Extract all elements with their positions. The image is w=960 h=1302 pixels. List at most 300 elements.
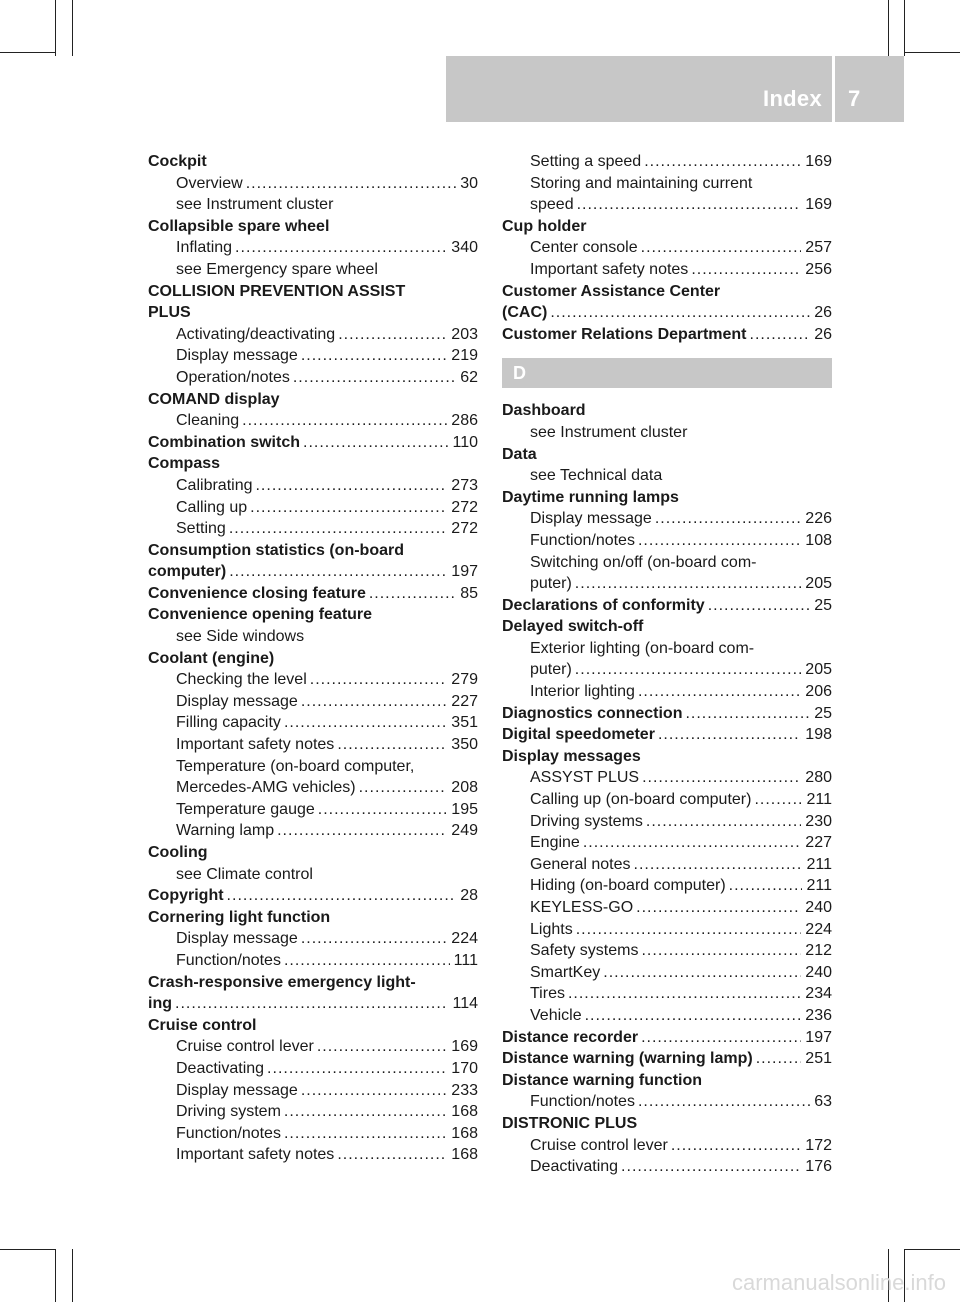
index-entry[interactable] <box>502 703 832 725</box>
entry-label: Crash-responsive emergency light- <box>148 973 416 991</box>
index-entry[interactable] <box>502 324 832 346</box>
entry-label: Inflating <box>176 239 233 257</box>
entry-label: Lights <box>530 920 573 938</box>
dot-leader <box>229 518 447 540</box>
entry-label: Operation/notes <box>176 368 290 386</box>
entry-page-number[interactable]: 212 <box>805 942 832 960</box>
dot-leader <box>575 573 802 595</box>
entry-label: see Side windows <box>176 628 305 646</box>
dot-leader <box>708 595 811 617</box>
dot-leader <box>284 950 450 972</box>
index-entry[interactable] <box>502 746 832 768</box>
index-subentry[interactable] <box>502 897 832 919</box>
header-divider <box>832 56 835 122</box>
entry-page-number[interactable]: 224 <box>451 930 478 948</box>
dot-leader <box>575 659 802 681</box>
entry-label: SmartKey <box>530 963 601 981</box>
index-entry[interactable] <box>502 724 832 746</box>
dot-leader <box>227 885 457 907</box>
entry-label: Function/notes <box>530 1093 635 1111</box>
index-entry[interactable] <box>148 302 478 324</box>
entry-label: Important safety notes <box>176 1146 335 1164</box>
entry-label: Distance warning function <box>502 1071 703 1089</box>
dot-leader <box>337 734 447 756</box>
entry-page-number[interactable]: 240 <box>805 963 832 981</box>
dot-leader <box>641 1027 801 1049</box>
entry-page-number[interactable]: 172 <box>805 1136 832 1154</box>
entry-page-number[interactable]: 169 <box>805 153 832 170</box>
index-subentry[interactable] <box>502 919 832 941</box>
index-subentry[interactable] <box>148 756 478 778</box>
index-subentry[interactable] <box>148 259 478 281</box>
index-column-right <box>502 151 832 1178</box>
index-subentry[interactable] <box>148 777 478 799</box>
entry-label: Switching on/off (on-board com- <box>530 553 757 571</box>
entry-page-number[interactable]: 340 <box>451 239 478 257</box>
entry-label: COMAND display <box>148 390 280 408</box>
dot-leader <box>318 799 448 821</box>
entry-label: Deactivating <box>530 1158 619 1176</box>
entry-label: Exterior lighting (on-board com- <box>530 639 755 657</box>
dot-leader <box>369 583 456 605</box>
entry-page-number[interactable]: 280 <box>805 769 832 787</box>
entry-page-number[interactable]: 63 <box>814 1093 832 1111</box>
entry-page-number[interactable]: 257 <box>805 239 832 257</box>
dot-leader <box>337 1144 447 1166</box>
entry-label: DISTRONIC PLUS <box>502 1114 638 1132</box>
index-subentry[interactable] <box>502 530 832 552</box>
index-subentry[interactable] <box>148 367 478 389</box>
entry-page-number[interactable]: 195 <box>451 800 478 818</box>
index-subentry[interactable] <box>502 1156 832 1178</box>
index-entry[interactable] <box>148 561 478 583</box>
index-subentry[interactable] <box>148 691 478 713</box>
entry-label: Tires <box>530 985 565 1003</box>
index-entry[interactable] <box>502 444 832 466</box>
index-entry[interactable] <box>148 907 478 929</box>
entry-label: Calibrating <box>176 476 253 494</box>
index-subentry[interactable] <box>148 712 478 734</box>
index-subentry[interactable] <box>148 497 478 519</box>
dot-leader <box>583 832 801 854</box>
entry-label: Vehicle <box>530 1006 582 1024</box>
index-entry[interactable] <box>148 583 478 605</box>
crop-mark <box>55 1249 56 1302</box>
index-subentry[interactable] <box>502 151 832 173</box>
index-subentry[interactable] <box>148 518 478 540</box>
index-subentry[interactable] <box>148 237 478 259</box>
index-subentry[interactable] <box>502 962 832 984</box>
index-letter-heading: D <box>502 358 832 388</box>
index-subentry[interactable] <box>502 237 832 259</box>
entry-label: Display message <box>176 930 298 948</box>
entry-page-number[interactable]: 30 <box>460 174 478 192</box>
index-entry[interactable] <box>148 604 478 626</box>
entry-label: Declarations of conformity <box>502 596 705 614</box>
dot-leader <box>301 691 447 713</box>
entry-page-number[interactable]: 168 <box>451 1124 478 1142</box>
dot-leader <box>284 712 447 734</box>
entry-label: (CAC) <box>502 304 548 322</box>
entry-label: Temperature (on-board computer, <box>176 757 415 775</box>
entry-page-number[interactable]: 351 <box>451 714 478 732</box>
entry-label: Cruise control lever <box>176 1038 314 1056</box>
entry-page-number[interactable]: 350 <box>451 736 478 754</box>
index-subentry[interactable] <box>148 1123 478 1145</box>
index-subentry[interactable] <box>502 465 832 487</box>
dot-leader <box>642 767 801 789</box>
entry-page-number[interactable]: 169 <box>805 196 832 214</box>
entry-label: Calling up <box>176 498 248 516</box>
entry-page-number[interactable]: 197 <box>805 1028 832 1046</box>
dot-leader <box>641 237 802 259</box>
entry-label: COLLISION PREVENTION ASSIST <box>148 282 406 300</box>
dot-leader <box>576 919 802 941</box>
dot-leader <box>585 1005 802 1027</box>
index-subentry[interactable] <box>502 194 832 216</box>
entry-page-number[interactable]: 168 <box>451 1103 478 1121</box>
entry-page-number[interactable]: 205 <box>805 575 832 593</box>
index-subentry[interactable] <box>502 573 832 595</box>
entry-label: Compass <box>148 455 221 473</box>
entry-label: see Climate control <box>176 865 313 883</box>
index-subentry[interactable] <box>148 669 478 691</box>
entry-label: Interior lighting <box>530 683 635 701</box>
entry-label: Filling capacity <box>176 714 281 732</box>
entry-label: Cockpit <box>148 153 207 170</box>
entry-label: General notes <box>530 855 631 873</box>
entry-label: ASSYST PLUS <box>530 769 640 787</box>
entry-label: Cornering light function <box>148 908 331 926</box>
entry-page-number[interactable]: 279 <box>451 671 478 689</box>
entry-page-number[interactable]: 203 <box>451 325 478 343</box>
index-entry[interactable] <box>148 648 478 670</box>
entry-label: Warning lamp <box>176 822 275 840</box>
index-subentry[interactable] <box>502 1091 832 1113</box>
entry-label: Calling up (on-board computer) <box>530 791 752 809</box>
entry-page-number[interactable]: 227 <box>451 692 478 710</box>
entry-label: Driving system <box>176 1103 281 1121</box>
entry-page-number[interactable]: 249 <box>451 822 478 840</box>
entry-page-number[interactable]: 219 <box>451 347 478 365</box>
entry-label: puter) <box>530 575 572 593</box>
entry-label: puter) <box>530 661 572 679</box>
index-entry[interactable] <box>502 1070 832 1092</box>
index-subentry[interactable] <box>502 508 832 530</box>
entry-page-number[interactable]: 272 <box>451 498 478 516</box>
index-entry[interactable] <box>148 993 478 1015</box>
index-entry[interactable] <box>502 1113 832 1135</box>
dot-leader <box>242 410 447 432</box>
entry-page-number[interactable]: 62 <box>460 368 478 386</box>
index-entry[interactable] <box>502 616 832 638</box>
entry-label: Cleaning <box>176 412 240 430</box>
dot-leader <box>568 983 801 1005</box>
crop-mark <box>905 52 960 53</box>
index-subentry[interactable] <box>148 1080 478 1102</box>
dot-leader <box>301 345 447 367</box>
entry-label: see Emergency spare wheel <box>176 260 378 278</box>
index-subentry[interactable] <box>502 854 832 876</box>
entry-label: Collapsible spare wheel <box>148 217 330 235</box>
index-entry[interactable] <box>502 302 832 324</box>
index-subentry[interactable] <box>502 552 832 574</box>
entry-label: Daytime running lamps <box>502 488 679 506</box>
dot-leader <box>671 1135 801 1157</box>
index-entry[interactable] <box>148 885 478 907</box>
index-entry[interactable] <box>148 842 478 864</box>
entry-label: Distance warning (warning lamp) <box>502 1050 753 1068</box>
index-subentry[interactable] <box>148 864 478 886</box>
index-subentry[interactable] <box>502 659 832 681</box>
index-entry[interactable] <box>502 487 832 509</box>
entry-page-number[interactable]: 236 <box>805 1006 832 1024</box>
index-entry[interactable] <box>148 972 478 994</box>
index-entry[interactable] <box>148 216 478 238</box>
index-entry[interactable] <box>148 1015 478 1037</box>
index-subentry[interactable] <box>502 681 832 703</box>
index-subentry[interactable] <box>148 950 478 972</box>
entry-page-number[interactable]: 25 <box>814 704 832 722</box>
index-subentry[interactable] <box>502 811 832 833</box>
dot-leader <box>621 1156 801 1178</box>
crop-mark <box>72 1249 73 1302</box>
entry-page-number[interactable]: 240 <box>805 899 832 916</box>
index-subentry[interactable] <box>148 194 478 216</box>
index-subentry[interactable] <box>148 1144 478 1166</box>
dot-leader <box>301 1080 447 1102</box>
entry-page-number[interactable]: 26 <box>814 304 832 322</box>
entry-label: see Instrument cluster <box>530 423 688 441</box>
entry-page-number[interactable]: 168 <box>451 1146 478 1164</box>
dot-leader <box>658 724 801 746</box>
entry-label: Dashboard <box>502 402 586 420</box>
entry-page-number[interactable]: 28 <box>460 887 478 905</box>
index-entry[interactable] <box>148 540 478 562</box>
dot-leader <box>691 259 801 281</box>
index-subentry[interactable] <box>502 983 832 1005</box>
entry-page-number[interactable]: 226 <box>805 510 832 528</box>
entry-page-number[interactable]: 108 <box>805 531 832 549</box>
entry-label: Data <box>502 445 537 463</box>
index-entry[interactable] <box>502 595 832 617</box>
dot-leader <box>310 669 448 691</box>
index-subentry[interactable] <box>148 1036 478 1058</box>
index-subentry[interactable] <box>502 1005 832 1027</box>
entry-label: Checking the level <box>176 671 307 689</box>
entry-label: Activating/deactivating <box>176 325 336 343</box>
crop-mark <box>72 0 73 56</box>
entry-page-number[interactable]: 230 <box>805 812 832 830</box>
entry-page-number[interactable]: 205 <box>805 661 832 679</box>
entry-label: Convenience closing feature <box>148 584 366 602</box>
index-entry[interactable] <box>502 216 832 238</box>
index-subentry[interactable] <box>148 626 478 648</box>
crop-mark <box>55 0 56 56</box>
dot-leader <box>646 811 801 833</box>
index-entry[interactable] <box>148 151 478 173</box>
index-subentry[interactable] <box>502 789 832 811</box>
entry-label: Distance recorder <box>502 1028 639 1046</box>
index-entry[interactable] <box>148 453 478 475</box>
entry-page-number[interactable]: 234 <box>805 985 832 1003</box>
index-subentry[interactable] <box>502 422 832 444</box>
dot-leader <box>638 681 801 703</box>
index-subentry[interactable] <box>502 940 832 962</box>
dot-leader <box>750 324 811 346</box>
entry-label: Function/notes <box>176 1124 281 1142</box>
entry-label: computer) <box>148 563 227 581</box>
entry-label: Copyright <box>148 887 224 905</box>
entry-label: Deactivating <box>176 1059 265 1077</box>
entry-page-number[interactable]: 227 <box>805 834 832 852</box>
entry-label: Display message <box>176 347 298 365</box>
index-subentry[interactable] <box>148 1058 478 1080</box>
dot-leader <box>644 151 801 173</box>
dot-leader <box>754 789 802 811</box>
entry-label: Convenience opening feature <box>148 606 373 624</box>
dot-leader <box>641 940 801 962</box>
entry-page-number[interactable]: 111 <box>453 951 478 969</box>
index-subentry[interactable] <box>148 799 478 821</box>
dot-leader <box>317 1036 447 1058</box>
dot-leader <box>634 854 803 876</box>
entry-label: Center console <box>530 239 638 257</box>
crop-mark <box>0 1249 56 1250</box>
entry-label: Display message <box>176 1081 298 1099</box>
dot-leader <box>636 897 801 919</box>
entry-page-number[interactable]: 233 <box>451 1081 478 1099</box>
entry-label: KEYLESS-GO <box>530 899 634 916</box>
dot-leader <box>235 237 447 259</box>
entry-label: speed <box>530 196 574 214</box>
entry-label: Function/notes <box>530 531 635 549</box>
entry-label: Delayed switch-off <box>502 618 644 636</box>
dot-leader <box>550 302 810 324</box>
entry-label: Temperature gauge <box>176 800 315 818</box>
dot-leader <box>655 508 801 530</box>
dot-leader <box>301 928 447 950</box>
dot-leader <box>338 324 447 346</box>
entry-label: Diagnostics connection <box>502 704 683 722</box>
index-subentry[interactable] <box>148 410 478 432</box>
entry-page-number[interactable]: 26 <box>814 325 832 343</box>
dot-leader <box>250 497 447 519</box>
index-subentry[interactable] <box>502 638 832 660</box>
index-subentry[interactable] <box>502 875 832 897</box>
entry-page-number[interactable]: 224 <box>805 920 832 938</box>
entry-page-number[interactable]: 256 <box>805 260 832 278</box>
entry-page-number[interactable]: 211 <box>806 877 832 895</box>
index-entry[interactable] <box>148 281 478 303</box>
entry-label: PLUS <box>148 304 191 322</box>
index-entry[interactable] <box>502 400 832 422</box>
dot-leader <box>246 173 457 195</box>
entry-page-number[interactable]: 85 <box>460 584 478 602</box>
entry-label: see Technical data <box>530 467 663 485</box>
entry-page-number[interactable]: 110 <box>452 433 478 451</box>
index-entry[interactable] <box>502 281 832 303</box>
entry-label: Customer Assistance Center <box>502 282 721 300</box>
index-entry[interactable] <box>502 1027 832 1049</box>
dot-leader <box>175 993 448 1015</box>
entry-label: Important safety notes <box>530 260 689 278</box>
entry-label: Important safety notes <box>176 736 335 754</box>
index-subentry[interactable] <box>148 475 478 497</box>
crop-mark <box>904 0 905 56</box>
dot-leader <box>756 1048 802 1070</box>
page-number: 7 <box>848 86 861 111</box>
entry-label: Consumption statistics (on-board <box>148 541 404 559</box>
dot-leader <box>284 1123 447 1145</box>
entry-page-number[interactable]: 25 <box>814 596 832 614</box>
index-subentry[interactable] <box>502 767 832 789</box>
index-subentry[interactable] <box>502 259 832 281</box>
index-subentry[interactable] <box>148 734 478 756</box>
entry-page-number[interactable]: 208 <box>451 779 478 797</box>
index-entry[interactable] <box>148 432 478 454</box>
entry-page-number[interactable]: 176 <box>805 1158 832 1176</box>
dot-leader <box>303 432 448 454</box>
index-subentry[interactable] <box>148 345 478 367</box>
entry-label: see Instrument cluster <box>176 196 334 214</box>
entry-page-number[interactable]: 211 <box>806 791 832 809</box>
index-subentry[interactable] <box>148 173 478 195</box>
entry-label: Cup holder <box>502 217 587 235</box>
dot-leader <box>359 777 448 799</box>
index-subentry[interactable] <box>148 1101 478 1123</box>
entry-page-number[interactable]: 197 <box>451 563 478 581</box>
entry-page-number[interactable]: 273 <box>451 476 478 494</box>
index-subentry[interactable] <box>502 173 832 195</box>
entry-page-number[interactable]: 286 <box>451 412 478 430</box>
entry-page-number[interactable]: 251 <box>805 1050 832 1068</box>
index-subentry[interactable] <box>502 832 832 854</box>
entry-label: ing <box>148 995 172 1013</box>
index-subentry[interactable] <box>148 820 478 842</box>
entry-page-number[interactable]: 198 <box>805 726 832 744</box>
dot-leader <box>293 367 456 389</box>
entry-label: Function/notes <box>176 951 281 969</box>
entry-page-number[interactable]: 114 <box>452 995 478 1013</box>
entry-label: Driving systems <box>530 812 643 830</box>
entry-label: Coolant (engine) <box>148 649 275 667</box>
entry-label: Combination switch <box>148 433 300 451</box>
index-subentry[interactable] <box>148 928 478 950</box>
dot-leader <box>577 194 802 216</box>
dot-leader <box>638 530 801 552</box>
index-subentry[interactable] <box>148 324 478 346</box>
entry-label: Setting a speed <box>530 153 642 170</box>
entry-page-number[interactable]: 272 <box>451 520 478 538</box>
index-subentry[interactable] <box>502 1135 832 1157</box>
crop-mark <box>888 0 889 56</box>
entry-label: Cooling <box>148 844 208 861</box>
index-column-left <box>148 151 478 1166</box>
watermark: carmanualsonline.info <box>731 1270 946 1295</box>
entry-label: Setting <box>176 520 226 538</box>
entry-page-number[interactable]: 169 <box>451 1038 478 1056</box>
index-entry[interactable] <box>502 1048 832 1070</box>
entry-page-number[interactable]: 211 <box>806 855 832 873</box>
dot-leader <box>685 703 810 725</box>
entry-page-number[interactable]: 206 <box>805 683 832 701</box>
entry-label: Engine <box>530 834 580 852</box>
index-entry[interactable] <box>148 389 478 411</box>
entry-page-number[interactable]: 170 <box>451 1059 478 1077</box>
entry-label: Hiding (on-board computer) <box>530 877 726 895</box>
entry-label: Storing and maintaining current <box>530 174 753 192</box>
